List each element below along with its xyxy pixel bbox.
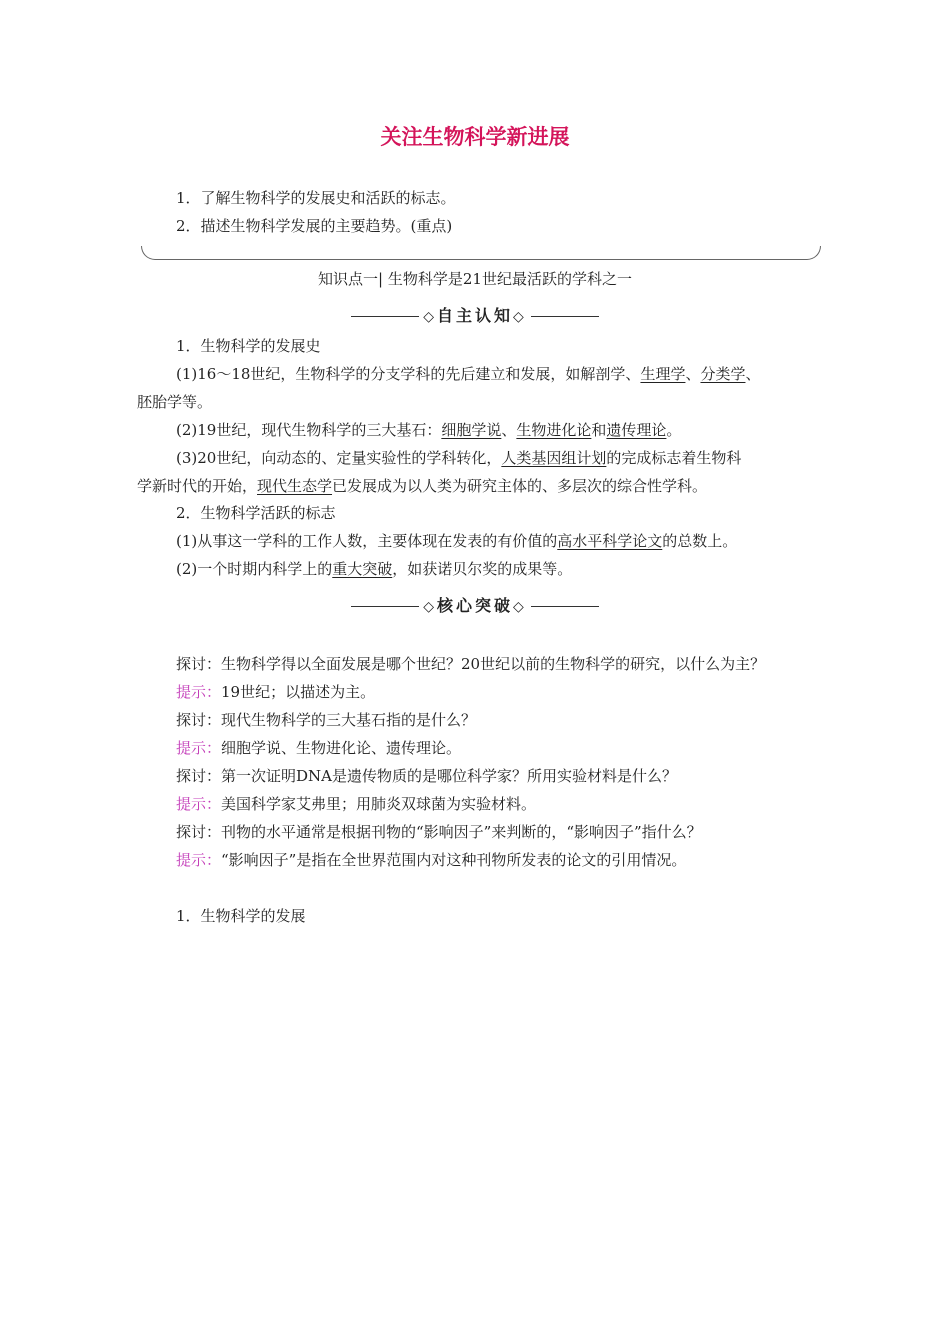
history-p2: (2)19世纪，现代生物科学的三大基石：细胞学说、生物进化论和遗传理论。 [176,421,682,439]
history-p1-line2: 胚胎学等。 [137,393,213,411]
hint-label: 提示： [176,739,222,757]
term-taxonomy: 分类学 [700,365,746,383]
section-label: 知识点一| [318,270,384,288]
hint-label: 提示： [176,795,222,813]
divider-core-label: 核心突破 [436,596,513,615]
history-p3-line2: 学新时代的开始，现代生态学已发展成为以人类为研究主体的、多层次的综合性学科。 [137,477,708,495]
term-genome-project: 人类基因组计划 [501,449,607,467]
answer-2: 提示：细胞学说、生物进化论、遗传理论。 [176,739,462,757]
hint-label: 提示： [176,851,222,869]
term-papers: 高水平科学论文 [557,532,663,550]
question-2: 探讨：现代生物科学的三大基石指的是什么？ [176,711,477,729]
active-p1: (1)从事这一学科的工作人数，主要体现在发表的有价值的高水平科学论文的总数上。 [176,532,738,550]
divider-self-study: ◇自主认知◇ [0,303,950,326]
last-heading: 1．生物科学的发展 [176,907,306,925]
term-evolution: 生物进化论 [516,421,592,439]
term-cell-theory: 细胞学说 [441,421,502,439]
term-genetics: 遗传理论 [606,421,667,439]
question-4: 探讨：刊物的水平通常是根据刊物的“影响因子”来判断的，“影响因子”指什么？ [176,823,702,841]
section-title: 生物科学是21世纪最活跃的学科之一 [387,270,632,288]
term-ecology: 现代生态学 [257,477,333,495]
history-p1-line1: (1)16～18世纪，生物科学的分支学科的先后建立和发展，如解剖学、生理学、分类学、 [176,365,761,383]
goal-1: 1．了解生物科学的发展史和活跃的标志。 [176,189,456,207]
question-3: 探讨：第一次证明DNA是遗传物质的是哪位科学家？所用实验材料是什么？ [176,767,677,785]
answer-4: 提示：“影响因子”是指在全世界范围内对这种刊物所发表的论文的引用情况。 [176,851,687,869]
goal-2: 2．描述生物科学发展的主要趋势。(重点) [176,217,453,235]
divider-core: ◇核心突破◇ [0,593,950,616]
hint-label: 提示： [176,683,222,701]
answer-1: 提示：19世纪；以描述为主。 [176,683,376,701]
history-heading: 1．生物科学的发展史 [176,337,321,355]
answer-3: 提示：美国科学家艾弗里；用肺炎双球菌为实验材料。 [176,795,537,813]
history-p3-line1: (3)20世纪，向动态的、定量实验性的学科转化，人类基因组计划的完成标志着生物科 [176,449,742,467]
page-title: 关注生物科学新进展 [380,124,570,149]
divider-self-study-label: 自主认知 [436,306,513,325]
section-heading [0,268,950,289]
term-physiology: 生理学 [640,365,686,383]
goals-bracket [141,246,821,260]
question-1: 探讨：生物科学得以全面发展是哪个世纪？20世纪以前的生物科学的研究，以什么为主？ [176,655,766,673]
term-breakthrough: 重大突破 [332,560,393,578]
active-p2: (2)一个时期内科学上的重大突破，如获诺贝尔奖的成果等。 [176,560,573,578]
active-heading: 2．生物科学活跃的标志 [176,504,336,522]
